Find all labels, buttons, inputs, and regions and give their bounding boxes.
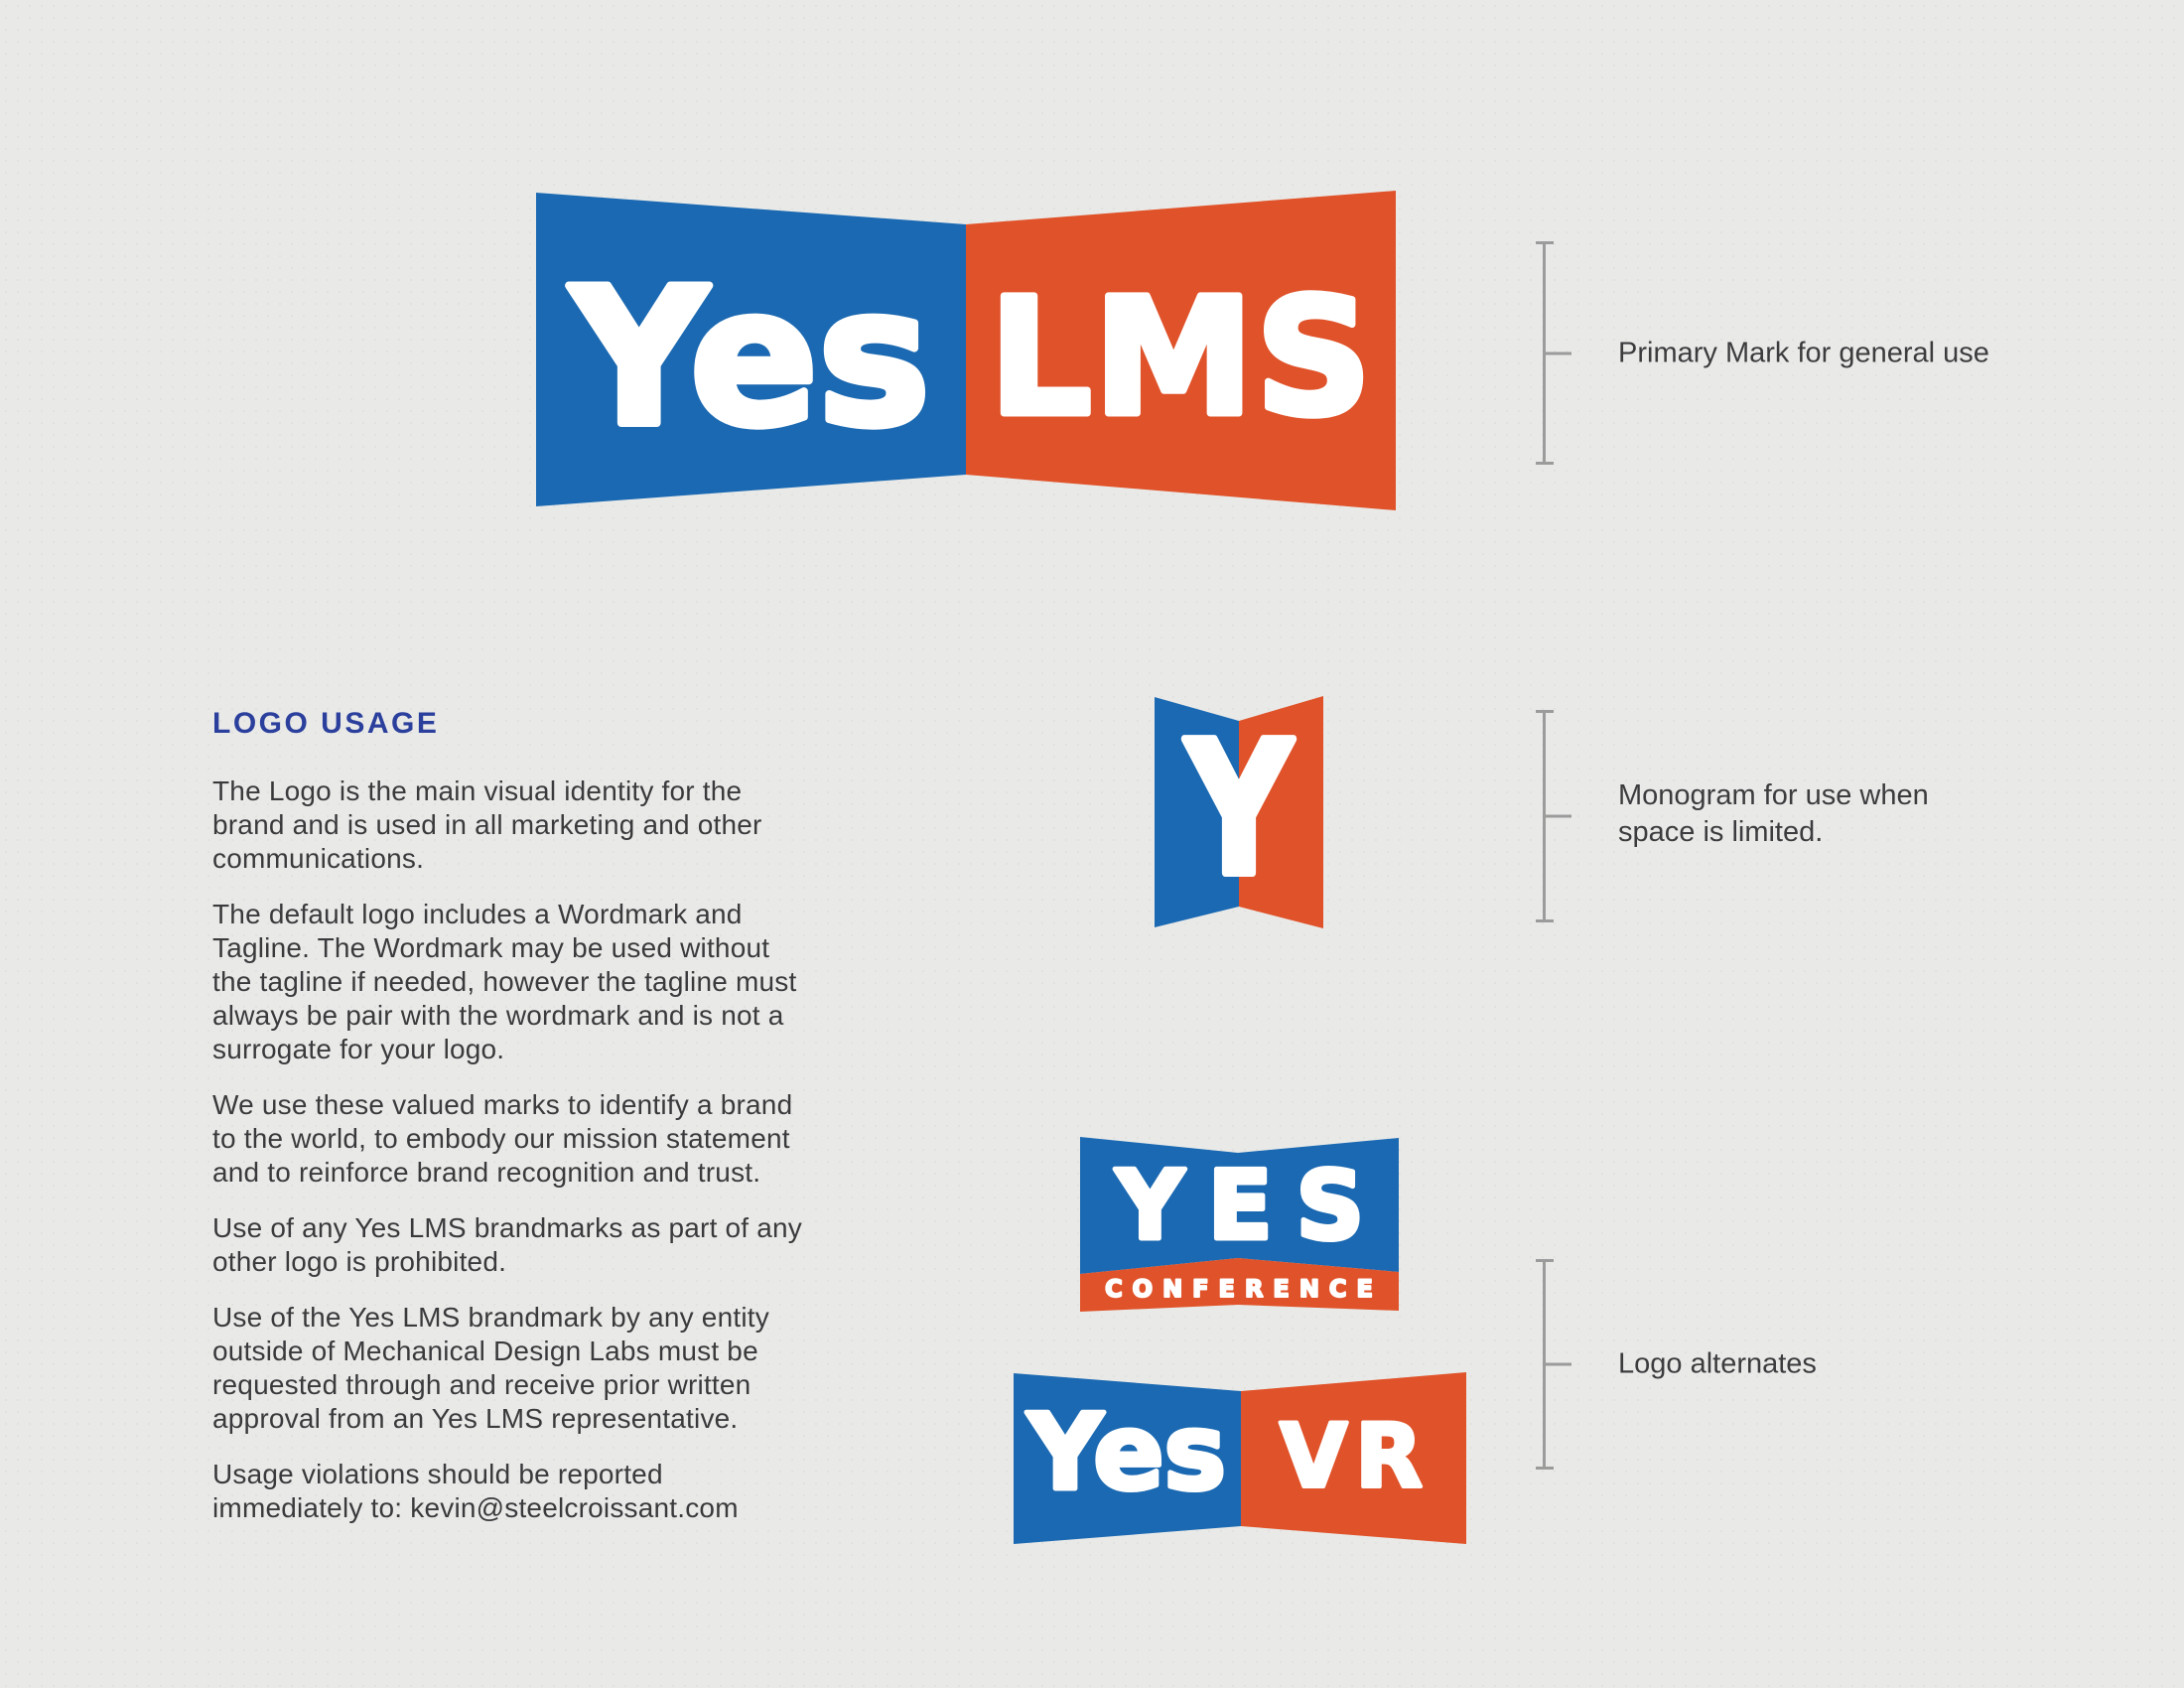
primary-mark-caption — [1618, 336, 1989, 372]
vr-yes-text: Yes — [1026, 1392, 1227, 1513]
ruler-tick — [1544, 1363, 1571, 1366]
paragraph-usage-violations: Usage violations should be reported immediately to: kevin@steelcroissant.com — [212, 1458, 868, 1525]
ruler-cap-top — [1536, 241, 1554, 244]
caption-line: Monogram for use when — [1618, 779, 1929, 811]
vr-vr-text: VR — [1280, 1405, 1431, 1507]
ruler-cap-bottom — [1536, 1467, 1554, 1470]
caption-line: space is limited. — [1618, 816, 1824, 848]
primary-logo-lms-text: LMS — [989, 265, 1374, 452]
conference-yes-text: YES — [1115, 1152, 1389, 1261]
monogram-caption — [1618, 777, 1929, 851]
caption-line: Logo alternates — [1618, 1347, 1817, 1380]
vr-logo — [1014, 1372, 1466, 1544]
paragraph: The Logo is the main visual identity for the brand and is used in all marketing and other communications. — [212, 775, 762, 874]
logo-usage-heading: LOGO USAGE — [212, 707, 440, 740]
conference-logo — [1080, 1137, 1399, 1313]
ruler-tick — [1544, 352, 1571, 354]
ruler-cap-bottom — [1536, 462, 1554, 465]
logo-usage-body — [212, 774, 868, 1547]
paragraph: We use these valued marks to identify a brand to the world, to embody our mission statement and to reinforce brand recognition and trust. — [212, 1089, 793, 1188]
alternates-ruler — [1536, 1259, 1554, 1470]
ruler-cap-top — [1536, 1259, 1554, 1262]
primary-logo — [536, 191, 1396, 510]
alternates-caption — [1618, 1346, 1817, 1383]
monogram-ruler — [1536, 710, 1554, 922]
conference-word-text: CONFERENCE — [1105, 1275, 1383, 1303]
monogram-logo — [1155, 696, 1323, 928]
paragraph: Use of the Yes LMS brandmark by any entity outside of Mechanical Design Labs must be requested through and receive prior written approval from an Yes LMS representative. — [212, 1302, 769, 1434]
caption-line: Primary Mark for general use — [1618, 337, 1989, 369]
monogram-y-text: Y — [1185, 702, 1293, 917]
paragraph: Use of any Yes LMS brandmarks as part of any other logo is prohibited. — [212, 1212, 802, 1277]
ruler-cap-top — [1536, 710, 1554, 713]
report-email-line: immediately to: kevin@steelcroissant.com — [212, 1492, 739, 1523]
primary-mark-ruler — [1536, 241, 1554, 465]
ruler-tick — [1544, 815, 1571, 818]
paragraph: The default logo includes a Wordmark and Tagline. The Wordmark may be used without the tagline if needed, however the tagline must always be pair with the wordmark and is not a surrogate for your logo. — [212, 899, 797, 1064]
primary-logo-yes-text: Yes — [570, 248, 931, 468]
ruler-cap-bottom — [1536, 919, 1554, 922]
